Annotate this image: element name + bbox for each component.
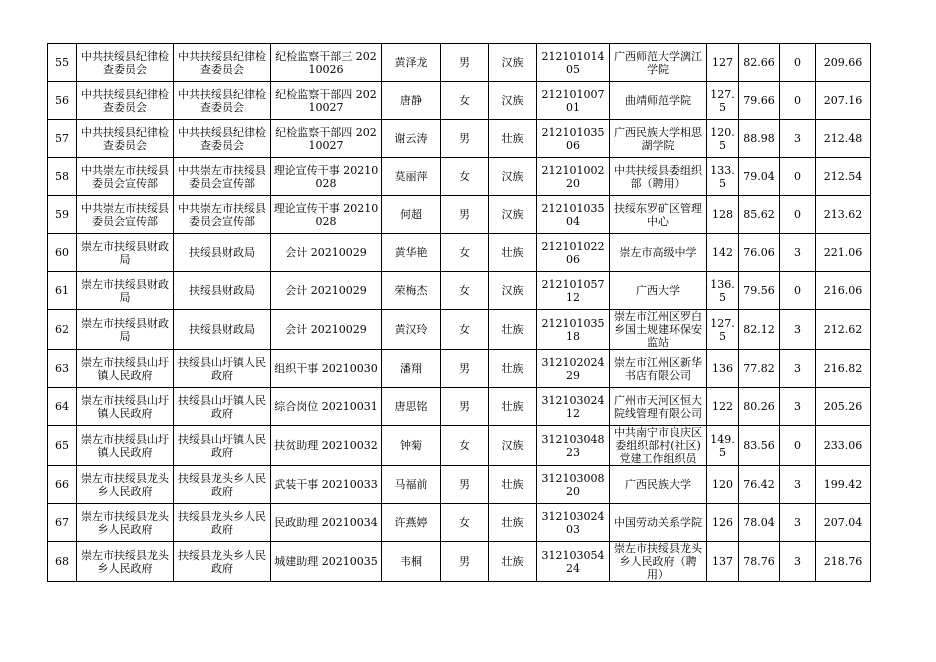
cell-seq: 66 — [48, 466, 77, 504]
cell-interview-score: 88.98 — [739, 120, 780, 158]
cell-position: 会计 20210029 — [271, 272, 382, 310]
cell-recruiting-unit: 崇左市扶绥县山圩镇人民政府 — [77, 426, 174, 466]
cell-exam-number: 31210302412 — [537, 388, 610, 426]
cell-employing-unit: 中共扶绥县纪律检查委员会 — [174, 44, 271, 82]
cell-employing-unit: 扶绥县山圩镇人民政府 — [174, 426, 271, 466]
cell-name: 唐思铭 — [382, 388, 441, 426]
cell-ethnicity: 汉族 — [489, 82, 537, 120]
cell-ethnicity: 壮族 — [489, 542, 537, 582]
cell-position: 城建助理 20210035 — [271, 542, 382, 582]
cell-total-score: 218.76 — [816, 542, 871, 582]
cell-employing-unit: 中共扶绥县纪律检查委员会 — [174, 120, 271, 158]
cell-employing-unit: 中共崇左市扶绥县委员会宣传部 — [174, 196, 271, 234]
cell-work-unit: 崇左市江州区罗白乡国土规建环保安监站 — [610, 310, 707, 350]
cell-name: 钟菊 — [382, 426, 441, 466]
cell-bonus-points: 3 — [780, 234, 816, 272]
cell-ethnicity: 壮族 — [489, 120, 537, 158]
cell-exam-number: 21210102206 — [537, 234, 610, 272]
cell-seq: 62 — [48, 310, 77, 350]
cell-employing-unit: 扶绥县山圩镇人民政府 — [174, 350, 271, 388]
cell-position: 会计 20210029 — [271, 310, 382, 350]
cell-interview-score: 76.06 — [739, 234, 780, 272]
cell-position: 扶贫助理 20210032 — [271, 426, 382, 466]
cell-recruiting-unit: 崇左市扶绥县山圩镇人民政府 — [77, 388, 174, 426]
cell-gender: 男 — [441, 350, 489, 388]
cell-exam-number: 21210101405 — [537, 44, 610, 82]
cell-interview-score: 76.42 — [739, 466, 780, 504]
cell-bonus-points: 0 — [780, 426, 816, 466]
cell-seq: 67 — [48, 504, 77, 542]
cell-exam-number: 21210100220 — [537, 158, 610, 196]
table-row — [48, 234, 871, 272]
cell-position: 理论宣传干事 20210028 — [271, 158, 382, 196]
cell-seq: 68 — [48, 542, 77, 582]
cell-name: 韦桐 — [382, 542, 441, 582]
cell-position: 综合岗位 20210031 — [271, 388, 382, 426]
cell-exam-number: 21210103506 — [537, 120, 610, 158]
cell-interview-score: 82.66 — [739, 44, 780, 82]
cell-written-score: 149.5 — [707, 426, 739, 466]
cell-gender: 男 — [441, 542, 489, 582]
cell-bonus-points: 3 — [780, 504, 816, 542]
cell-interview-score: 80.26 — [739, 388, 780, 426]
cell-exam-number: 21210103504 — [537, 196, 610, 234]
cell-position: 会计 20210029 — [271, 234, 382, 272]
cell-written-score: 133.5 — [707, 158, 739, 196]
cell-written-score: 127 — [707, 44, 739, 82]
table-row — [48, 350, 871, 388]
cell-total-score: 199.42 — [816, 466, 871, 504]
cell-bonus-points: 3 — [780, 388, 816, 426]
cell-work-unit: 广州市天河区恒大院线管理有限公司 — [610, 388, 707, 426]
cell-recruiting-unit: 中共扶绥县纪律检查委员会 — [77, 82, 174, 120]
cell-employing-unit: 扶绥县山圩镇人民政府 — [174, 388, 271, 426]
cell-recruiting-unit: 中共崇左市扶绥县委员会宣传部 — [77, 196, 174, 234]
cell-seq: 55 — [48, 44, 77, 82]
cell-total-score: 233.06 — [816, 426, 871, 466]
cell-employing-unit: 扶绥县财政局 — [174, 310, 271, 350]
cell-employing-unit: 扶绥县龙头乡人民政府 — [174, 542, 271, 582]
cell-gender: 女 — [441, 272, 489, 310]
cell-exam-number: 31210300820 — [537, 466, 610, 504]
cell-work-unit: 中共南宁市良庆区委组织部村(社区)党建工作组织员 — [610, 426, 707, 466]
cell-name: 黄汉玲 — [382, 310, 441, 350]
cell-seq: 57 — [48, 120, 77, 158]
cell-recruiting-unit: 崇左市扶绥县财政局 — [77, 272, 174, 310]
cell-work-unit: 中共扶绥县委组织部（聘用） — [610, 158, 707, 196]
cell-written-score: 137 — [707, 542, 739, 582]
cell-employing-unit: 扶绥县财政局 — [174, 234, 271, 272]
table-row — [48, 82, 871, 120]
cell-interview-score: 83.56 — [739, 426, 780, 466]
cell-total-score: 213.62 — [816, 196, 871, 234]
cell-gender: 女 — [441, 158, 489, 196]
cell-name: 荣梅杰 — [382, 272, 441, 310]
cell-recruiting-unit: 崇左市扶绥县龙头乡人民政府 — [77, 504, 174, 542]
table-row — [48, 310, 871, 350]
cell-name: 黄华艳 — [382, 234, 441, 272]
cell-exam-number: 31210202429 — [537, 350, 610, 388]
cell-name: 潘翔 — [382, 350, 441, 388]
cell-employing-unit: 中共扶绥县纪律检查委员会 — [174, 82, 271, 120]
cell-work-unit: 广西民族大学 — [610, 466, 707, 504]
cell-bonus-points: 3 — [780, 120, 816, 158]
cell-bonus-points: 0 — [780, 82, 816, 120]
cell-gender: 女 — [441, 310, 489, 350]
cell-recruiting-unit: 崇左市扶绥县财政局 — [77, 310, 174, 350]
cell-ethnicity: 汉族 — [489, 426, 537, 466]
cell-written-score: 136.5 — [707, 272, 739, 310]
cell-work-unit: 扶绥东罗矿区管理中心 — [610, 196, 707, 234]
cell-bonus-points: 3 — [780, 310, 816, 350]
cell-total-score: 212.54 — [816, 158, 871, 196]
table-row — [48, 44, 871, 82]
table-row — [48, 120, 871, 158]
cell-interview-score: 78.04 — [739, 504, 780, 542]
cell-total-score: 216.82 — [816, 350, 871, 388]
cell-recruiting-unit: 中共扶绥县纪律检查委员会 — [77, 120, 174, 158]
score-table — [47, 43, 871, 582]
cell-total-score: 207.16 — [816, 82, 871, 120]
cell-interview-score: 78.76 — [739, 542, 780, 582]
cell-written-score: 136 — [707, 350, 739, 388]
cell-name: 马福前 — [382, 466, 441, 504]
cell-exam-number: 21210103518 — [537, 310, 610, 350]
cell-recruiting-unit: 崇左市扶绥县龙头乡人民政府 — [77, 542, 174, 582]
cell-employing-unit: 中共崇左市扶绥县委员会宣传部 — [174, 158, 271, 196]
cell-work-unit: 崇左市扶绥县龙头乡人民政府（聘用） — [610, 542, 707, 582]
cell-total-score: 207.04 — [816, 504, 871, 542]
cell-ethnicity: 壮族 — [489, 504, 537, 542]
cell-written-score: 120.5 — [707, 120, 739, 158]
cell-ethnicity: 汉族 — [489, 196, 537, 234]
score-table-body — [48, 44, 871, 582]
cell-recruiting-unit: 崇左市扶绥县财政局 — [77, 234, 174, 272]
cell-interview-score: 79.56 — [739, 272, 780, 310]
cell-seq: 61 — [48, 272, 77, 310]
cell-work-unit: 广西大学 — [610, 272, 707, 310]
cell-exam-number: 21210100701 — [537, 82, 610, 120]
cell-interview-score: 79.66 — [739, 82, 780, 120]
cell-position: 纪检监察干部四 20210027 — [271, 82, 382, 120]
cell-work-unit: 广西民族大学相思湖学院 — [610, 120, 707, 158]
cell-total-score: 221.06 — [816, 234, 871, 272]
cell-interview-score: 85.62 — [739, 196, 780, 234]
cell-position: 武装干事 20210033 — [271, 466, 382, 504]
cell-exam-number: 21210105712 — [537, 272, 610, 310]
cell-position: 纪检监察干部四 20210027 — [271, 120, 382, 158]
cell-ethnicity: 壮族 — [489, 388, 537, 426]
table-row — [48, 542, 871, 582]
cell-interview-score: 77.82 — [739, 350, 780, 388]
cell-seq: 65 — [48, 426, 77, 466]
cell-written-score: 122 — [707, 388, 739, 426]
cell-exam-number: 31210304823 — [537, 426, 610, 466]
cell-written-score: 128 — [707, 196, 739, 234]
cell-recruiting-unit: 中共崇左市扶绥县委员会宣传部 — [77, 158, 174, 196]
cell-recruiting-unit: 中共扶绥县纪律检查委员会 — [77, 44, 174, 82]
cell-work-unit: 曲靖师范学院 — [610, 82, 707, 120]
cell-total-score: 216.06 — [816, 272, 871, 310]
cell-written-score: 120 — [707, 466, 739, 504]
cell-ethnicity: 壮族 — [489, 234, 537, 272]
cell-gender: 男 — [441, 466, 489, 504]
cell-name: 许燕婷 — [382, 504, 441, 542]
cell-seq: 56 — [48, 82, 77, 120]
cell-seq: 64 — [48, 388, 77, 426]
cell-bonus-points: 0 — [780, 196, 816, 234]
cell-gender: 女 — [441, 426, 489, 466]
cell-position: 纪检监察干部三 20210026 — [271, 44, 382, 82]
cell-ethnicity: 汉族 — [489, 44, 537, 82]
cell-ethnicity: 壮族 — [489, 350, 537, 388]
cell-bonus-points: 3 — [780, 350, 816, 388]
cell-recruiting-unit: 崇左市扶绥县山圩镇人民政府 — [77, 350, 174, 388]
cell-seq: 60 — [48, 234, 77, 272]
table-row — [48, 272, 871, 310]
cell-bonus-points: 3 — [780, 466, 816, 504]
cell-written-score: 126 — [707, 504, 739, 542]
cell-employing-unit: 扶绥县龙头乡人民政府 — [174, 466, 271, 504]
cell-seq: 59 — [48, 196, 77, 234]
cell-recruiting-unit: 崇左市扶绥县龙头乡人民政府 — [77, 466, 174, 504]
cell-work-unit: 崇左市高级中学 — [610, 234, 707, 272]
table-row — [48, 426, 871, 466]
cell-gender: 女 — [441, 234, 489, 272]
cell-seq: 58 — [48, 158, 77, 196]
table-row — [48, 388, 871, 426]
cell-bonus-points: 0 — [780, 44, 816, 82]
cell-name: 莫丽萍 — [382, 158, 441, 196]
cell-work-unit: 崇左市江州区新华书店有限公司 — [610, 350, 707, 388]
cell-position: 组织干事 20210030 — [271, 350, 382, 388]
cell-ethnicity: 汉族 — [489, 272, 537, 310]
cell-employing-unit: 扶绥县财政局 — [174, 272, 271, 310]
cell-bonus-points: 0 — [780, 272, 816, 310]
cell-interview-score: 82.12 — [739, 310, 780, 350]
cell-written-score: 127.5 — [707, 310, 739, 350]
cell-position: 理论宣传干事 20210028 — [271, 196, 382, 234]
cell-ethnicity: 汉族 — [489, 158, 537, 196]
cell-name: 谢云涛 — [382, 120, 441, 158]
cell-employing-unit: 扶绥县龙头乡人民政府 — [174, 504, 271, 542]
cell-exam-number: 31210302403 — [537, 504, 610, 542]
cell-ethnicity: 壮族 — [489, 310, 537, 350]
cell-gender: 男 — [441, 196, 489, 234]
cell-written-score: 127.5 — [707, 82, 739, 120]
cell-position: 民政助理 20210034 — [271, 504, 382, 542]
cell-name: 黄泽龙 — [382, 44, 441, 82]
cell-seq: 63 — [48, 350, 77, 388]
table-row — [48, 504, 871, 542]
cell-written-score: 142 — [707, 234, 739, 272]
table-row — [48, 158, 871, 196]
cell-gender: 女 — [441, 82, 489, 120]
cell-total-score: 212.48 — [816, 120, 871, 158]
cell-work-unit: 广西师范大学漓江学院 — [610, 44, 707, 82]
cell-gender: 男 — [441, 44, 489, 82]
cell-name: 唐静 — [382, 82, 441, 120]
cell-exam-number: 31210305424 — [537, 542, 610, 582]
cell-name: 何超 — [382, 196, 441, 234]
cell-gender: 女 — [441, 504, 489, 542]
cell-work-unit: 中国劳动关系学院 — [610, 504, 707, 542]
cell-total-score: 209.66 — [816, 44, 871, 82]
cell-total-score: 212.62 — [816, 310, 871, 350]
table-row — [48, 196, 871, 234]
cell-gender: 男 — [441, 388, 489, 426]
cell-bonus-points: 0 — [780, 158, 816, 196]
cell-total-score: 205.26 — [816, 388, 871, 426]
cell-gender: 男 — [441, 120, 489, 158]
cell-ethnicity: 壮族 — [489, 466, 537, 504]
cell-interview-score: 79.04 — [739, 158, 780, 196]
cell-bonus-points: 3 — [780, 542, 816, 582]
table-row — [48, 466, 871, 504]
